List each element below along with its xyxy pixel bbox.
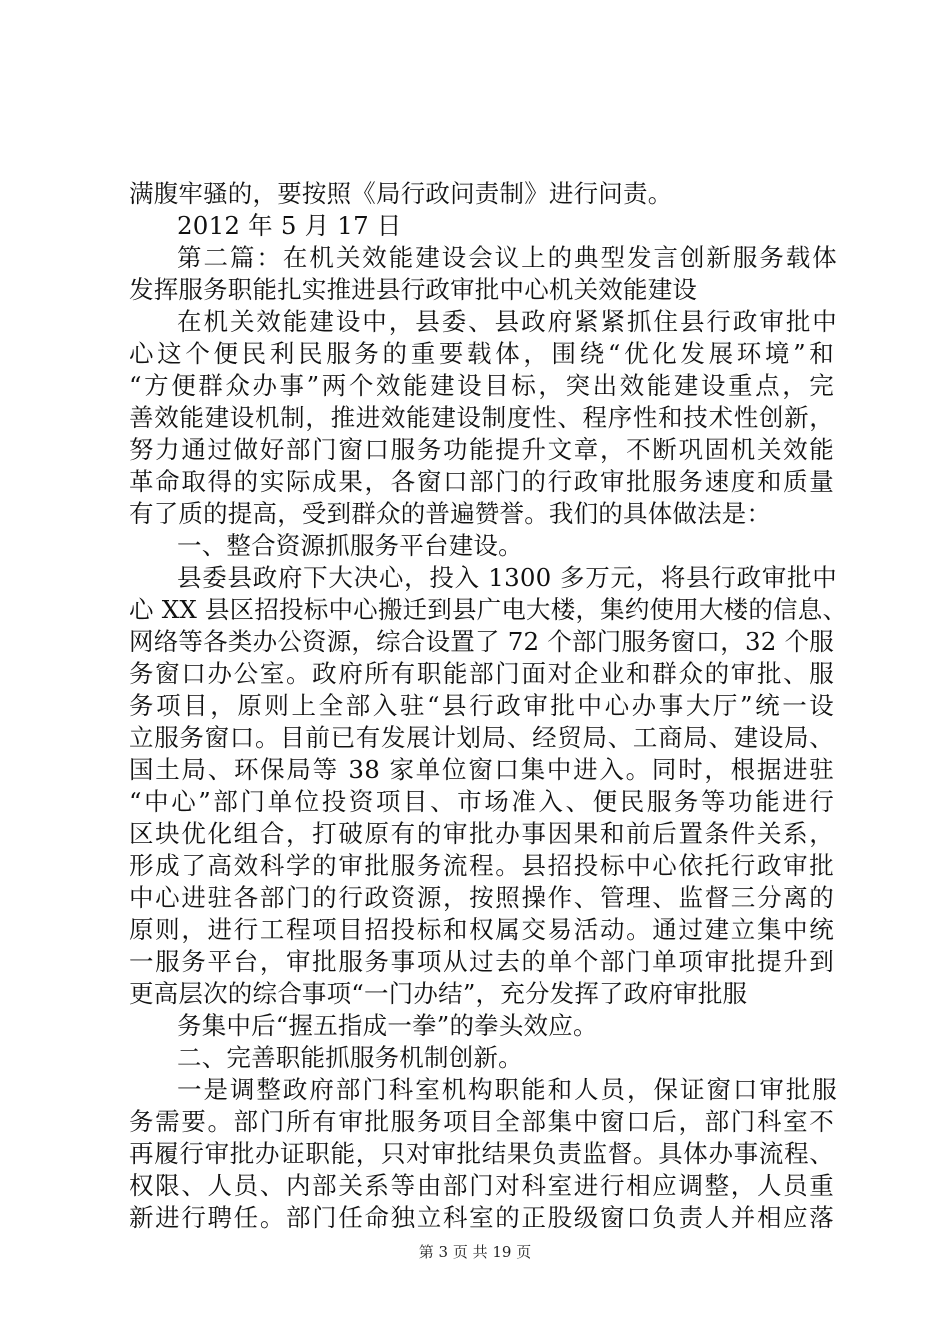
text-line: 务集中后“握五指成一拳”的拳头效应。: [177, 1011, 598, 1040]
text-line: 有了质的提高，受到群众的普遍赞誉。我们的具体做法是：: [129, 499, 772, 528]
text-line: 权限、人员、内部关系等由部门对科室进行相应调整，人员重: [129, 1171, 834, 1200]
text-line: 再履行审批办证职能，只对审批结果负责监督。具体办事流程、: [129, 1139, 834, 1168]
date-line: 2012 年 5 月 17 日: [177, 211, 402, 240]
text-line: 满腹牢骚的，要按照《局行政问责制》进行问责。: [129, 179, 673, 208]
text-line: 原则，进行工程项目招投标和权属交易活动。通过建立集中统: [129, 915, 834, 944]
page-footer: 第 3 页 共 19 页: [418, 1243, 532, 1261]
text-line: 形成了高效科学的审批服务流程。县招投标中心依托行政审批: [129, 851, 834, 880]
text-line: 县委县政府下大决心，投入 1300 多万元，将县行政审批中: [177, 563, 837, 592]
text-line: 一服务平台，审批服务事项从过去的单个部门单项审批提升到: [129, 947, 834, 976]
text-line: “中心”部门单位投资项目、市场准入、便民服务等功能进行: [129, 787, 834, 816]
text-line: 务需要。部门所有审批服务项目全部集中窗口后，部门科室不: [129, 1107, 834, 1136]
text-line: 在机关效能建设中，县委、县政府紧紧抓住县行政审批中: [177, 307, 837, 336]
text-line: 立服务窗口。目前已有发展计划局、经贸局、工商局、建设局、: [129, 723, 834, 752]
heading-line: 一、整合资源抓服务平台建设。: [177, 531, 523, 560]
text-line: 更高层次的综合事项“一门办结”，充分发挥了政府审批服: [129, 979, 748, 1008]
section-title-line: 第二篇：在机关效能建设会议上的典型发言创新服务载体: [177, 243, 837, 272]
text-line: 一是调整政府部门科室机构职能和人员，保证窗口审批服: [177, 1075, 837, 1104]
text-line: 中心进驻各部门的行政资源，按照操作、管理、监督三分离的: [129, 883, 834, 912]
text-line: 国土局、环保局等 38 家单位窗口集中进入。同时，根据进驻: [129, 755, 834, 784]
text-line: 务项目，原则上全部入驻“县行政审批中心办事大厅”统一设: [129, 691, 834, 720]
text-line: 革命取得的实际成果，各窗口部门的行政审批服务速度和质量: [129, 467, 834, 496]
heading-line: 二、完善职能抓服务机制创新。: [177, 1043, 523, 1072]
text-line: 努力通过做好部门窗口服务功能提升文章，不断巩固机关效能: [129, 435, 834, 464]
text-line: 区块优化组合，打破原有的审批办事因果和前后置条件关系，: [129, 819, 834, 848]
text-line: 心这个便民利民服务的重要载体，围绕“优化发展环境”和: [129, 339, 834, 368]
section-title-line: 发挥服务职能扎实推进县行政审批中心机关效能建设: [129, 275, 698, 304]
text-line: 心 XX 县区招投标中心搬迁到县广电大楼，集约使用大楼的信息、: [129, 595, 848, 624]
text-line: 务窗口办公室。政府所有职能部门面对企业和群众的审批、服: [129, 659, 834, 688]
text-line: 善效能建设机制，推进效能建设制度性、程序性和技术性创新，: [129, 403, 834, 432]
text-line: “方便群众办事”两个效能建设目标，突出效能建设重点，完: [129, 371, 834, 400]
text-line: 网络等各类办公资源，综合设置了 72 个部门服务窗口，32 个服: [129, 627, 834, 656]
text-line: 新进行聘任。部门任命独立科室的正股级窗口负责人并相应落: [129, 1203, 834, 1232]
